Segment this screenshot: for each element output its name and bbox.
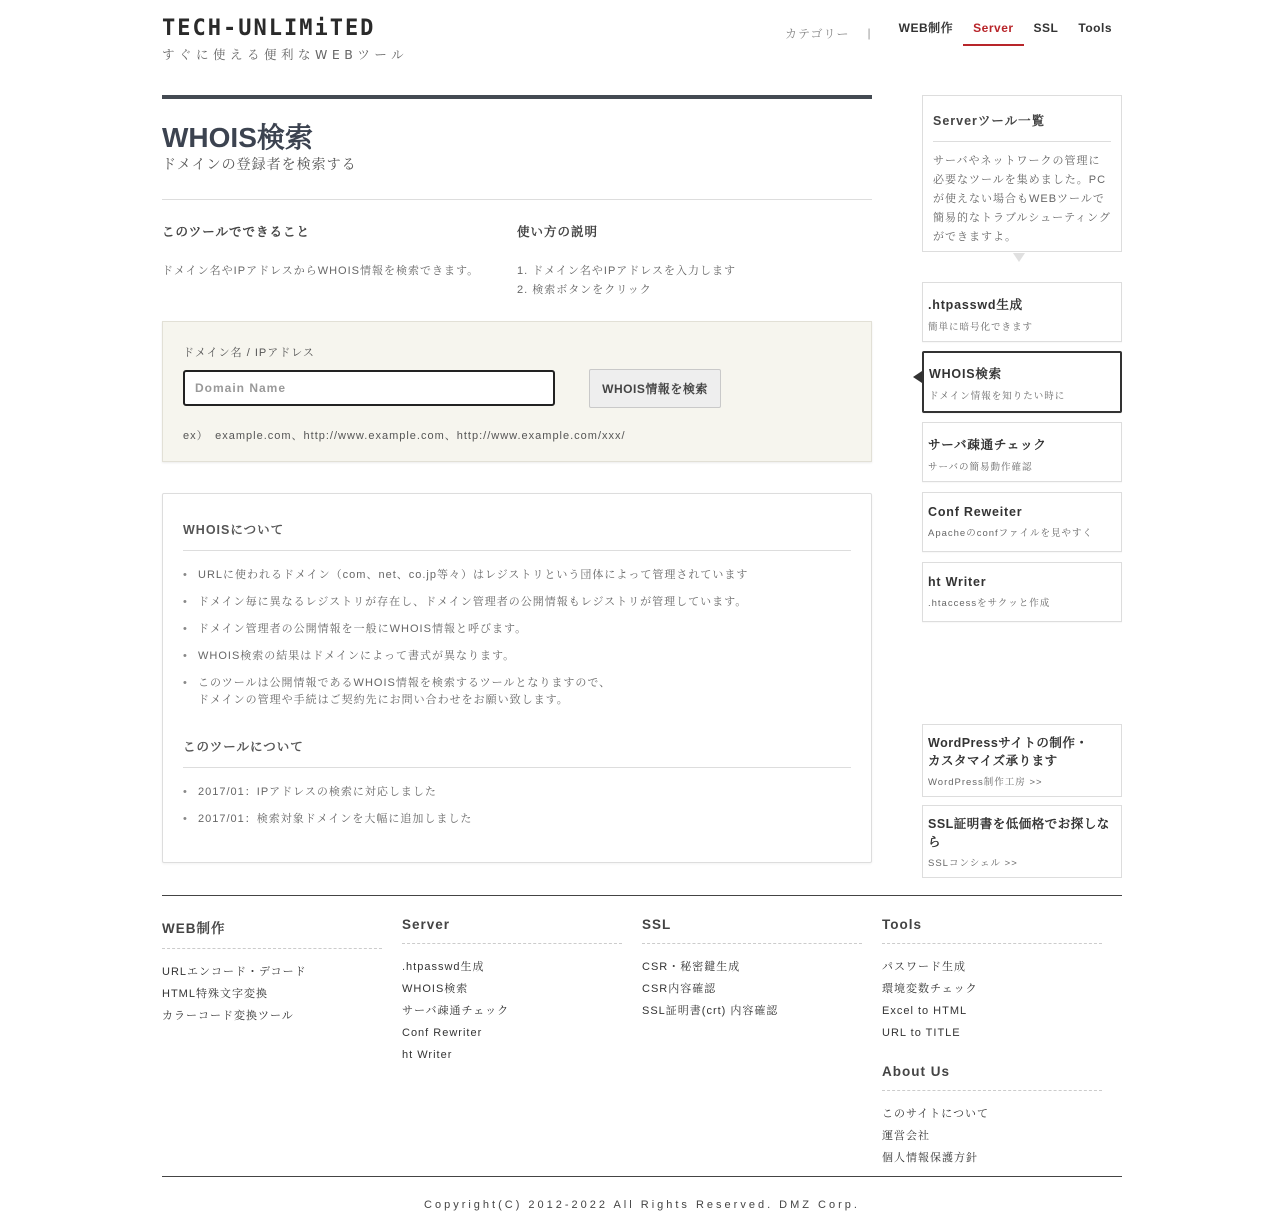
can-do-text: ドメイン名やIPアドレスからWHOIS情報を検索できます。 [162, 265, 480, 277]
tool-desc: 簡単に暗号化できます [928, 322, 1034, 333]
tool-name: .htpasswd生成 [928, 298, 1023, 312]
search-label: ドメイン名 / IPアドレス [183, 347, 315, 359]
top-nav [785, 20, 1122, 46]
footer-link[interactable]: ht Writer [402, 1049, 453, 1061]
title-bar-rule [162, 95, 872, 99]
footer-link[interactable]: Conf Rewriter [402, 1027, 483, 1039]
footer-col-ssl [642, 917, 882, 1169]
promo-ssl[interactable] [922, 805, 1122, 878]
tool-name: サーバ疎通チェック [928, 438, 1047, 452]
domain-search-input[interactable] [183, 370, 555, 406]
promo-list [922, 724, 1122, 886]
howto-heading: 使い方の説明 [517, 225, 599, 239]
main-content [162, 95, 872, 863]
sidebar-intro [922, 95, 1122, 252]
about-whois-heading: WHOISについて [183, 520, 851, 551]
tool-card-ping[interactable] [922, 422, 1122, 482]
nav-ssl[interactable]: SSL [1033, 21, 1059, 35]
list-item: • ドメイン管理者の公開情報を一般にWHOIS情報と呼びます。 [183, 621, 851, 638]
promo-wordpress[interactable] [922, 724, 1122, 797]
site-logo[interactable] [162, 18, 408, 63]
footer-heading-about: About Us [882, 1064, 1102, 1091]
howto-step: 2. 検索ボタンをクリック [517, 284, 652, 296]
footer-link[interactable]: 運営会社 [882, 1130, 930, 1142]
footer-link[interactable]: WHOIS検索 [402, 983, 469, 995]
can-do-heading: このツールでできること [162, 225, 311, 239]
promo-title: WordPressサイトの制作・ [928, 736, 1089, 750]
nav-tools[interactable]: Tools [1078, 21, 1112, 35]
howto-step: 1. ドメイン名やIPアドレスを入力します [517, 265, 736, 277]
promo-title: カスタマイズ承ります [928, 754, 1058, 768]
footer-link[interactable]: 環境変数チェック [882, 983, 978, 995]
page-subtitle: ドメインの登録者を検索する [162, 156, 357, 172]
logo-text[interactable]: TECH-UNLIMiTED [162, 16, 376, 41]
footer-heading: Tools [882, 917, 1102, 944]
tool-name: WHOIS検索 [929, 367, 1002, 381]
promo-link[interactable]: WordPress制作工房 >> [928, 777, 1043, 788]
list-item: • ドメイン毎に異なるレジストリが存在し、ドメイン管理者の公開情報もレジストリが管理しています。 [183, 594, 851, 611]
footer-link[interactable]: SSL証明書(crt) 内容確認 [642, 1005, 779, 1017]
search-panel [162, 321, 872, 462]
howto-steps [517, 262, 872, 300]
footer-link[interactable]: .htpasswd生成 [402, 961, 485, 973]
can-do-section [162, 222, 517, 300]
footer-link[interactable]: このサイトについて [882, 1108, 990, 1120]
footer-col-tools [882, 917, 1122, 1169]
about-tool-section [183, 737, 851, 828]
footer-link[interactable]: HTML特殊文字変換 [162, 988, 268, 1000]
sidebar [922, 95, 1122, 869]
nav-separator: | [867, 26, 871, 40]
footer-col-server [402, 917, 642, 1169]
tool-desc: サーバの簡易動作確認 [928, 462, 1033, 473]
footer-bottom-rule [162, 1176, 1122, 1177]
server-tool-list [922, 282, 1122, 622]
nav-web[interactable]: WEB制作 [898, 21, 954, 35]
footer-heading: Server [402, 917, 622, 944]
info-columns [162, 222, 872, 300]
divider [162, 199, 872, 200]
footer-link[interactable]: パスワード生成 [882, 961, 966, 973]
footer-heading: WEB制作 [162, 917, 382, 949]
tool-card-conf[interactable] [922, 492, 1122, 552]
howto-section [517, 222, 872, 300]
footer-link[interactable]: 個人情報保護方針 [882, 1152, 978, 1164]
tool-desc: ドメイン情報を知りたい時に [929, 391, 1066, 402]
tool-card-htwriter[interactable] [922, 562, 1122, 622]
list-item [183, 675, 851, 709]
tool-name: ht Writer [928, 575, 987, 589]
footer-heading: SSL [642, 917, 862, 944]
tool-card-whois[interactable] [922, 351, 1122, 413]
down-arrow-icon [1013, 253, 1025, 262]
copyright: Copyright(C) 2012-2022 All Rights Reserved. DMZ Corp. [424, 1199, 860, 1211]
list-item: • WHOIS検索の結果はドメインによって書式が異なります。 [183, 648, 851, 665]
about-whois-list [183, 567, 851, 709]
search-example: ex） example.com、http://www.example.com、http://www.example.com/xxx/ [183, 430, 626, 442]
footer-link[interactable]: サーバ疎通チェック [402, 1005, 510, 1017]
footer-link[interactable]: カラーコード変換ツール [162, 1010, 294, 1022]
list-item: • 2017/01：IPアドレスの検索に対応しました [183, 784, 851, 801]
whois-search-button[interactable]: WHOIS情報を検索 [589, 369, 721, 408]
page-title: WHOIS検索 [162, 122, 313, 153]
tool-card-htpasswd[interactable] [922, 282, 1122, 342]
list-item-line: ドメインの管理や手続はご契約先にお問い合わせをお願い致します。 [198, 694, 569, 706]
category-label: カテゴリー [785, 26, 850, 41]
footer-link[interactable]: Excel to HTML [882, 1005, 968, 1017]
logo-tagline: すぐに使える便利なWEBツール [162, 47, 409, 62]
footer-rule [162, 895, 1122, 896]
list-item-line: このツールは公開情報であるWHOIS情報を検索するツールとなりますので、 [198, 677, 612, 689]
nav-server[interactable]: Server [963, 20, 1023, 46]
sidebar-intro-text: サーバやネットワークの管理に必要なツールを集めました。PCが使えない場合もWEBツールで簡易的なトラブルシューティングができますよ。 [933, 155, 1111, 243]
current-marker-icon [913, 371, 922, 383]
footer-link[interactable]: CSR・秘密鍵生成 [642, 961, 741, 973]
footer-links [162, 917, 1122, 1169]
promo-title: SSL証明書を低価格でお探しなら [928, 817, 1110, 849]
tool-desc: .htaccessをサクッと作成 [928, 598, 1051, 609]
about-tool-list [183, 784, 851, 828]
list-item: • URLに使われるドメイン（com、net、co.jp等々）はレジストリという団体によって管理されています [183, 567, 851, 584]
tool-desc: Apacheのconfファイルを見やすく [928, 528, 1093, 539]
tool-name: Conf Reweiter [928, 505, 1023, 519]
footer-col-web [162, 917, 402, 1169]
list-item: • 2017/01：検索対象ドメインを大幅に追加しました [183, 811, 851, 828]
footer-link[interactable]: URLエンコード・デコード [162, 966, 307, 978]
promo-link[interactable]: SSLコンシェル >> [928, 858, 1018, 869]
footer-link[interactable]: CSR内容確認 [642, 983, 717, 995]
sidebar-intro-title: Serverツール一覧 [933, 111, 1111, 142]
about-whois-box [162, 493, 872, 863]
about-tool-heading: このツールについて [183, 737, 851, 768]
footer-link[interactable]: URL to TITLE [882, 1027, 961, 1039]
